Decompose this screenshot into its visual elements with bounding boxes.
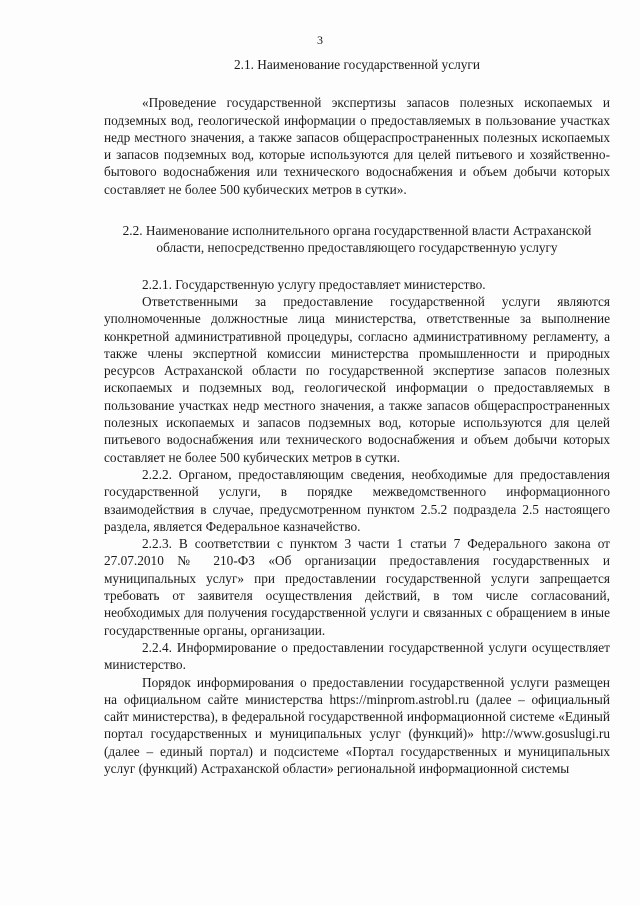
paragraph-2-2-2: 2.2.2. Органом, предоставляющим сведения, необходимые для предоставления государственной услуги, в порядке межведомственного информационного взаимодействия в случае, предусмотренном пунктом 2.5.2 подраздела 2.5 настоящего раздела, является Федеральное казначейство. [104,466,610,534]
section-2-2-title: 2.2. Наименование исполнительного органа государственной власти Астраханской области, непосредственно предоставляющего государственную услугу [122,223,592,256]
paragraph-2-2-3: 2.2.3. В соответствии с пунктом 3 части 1 статьи 7 Федерального закона от 27.07.2010 № 210-ФЗ «Об организации предоставления государственных и муниципальных услуг» при предоставлении государственной услуги запрещается требовать от заявителя осуществления действий, в том числе согласований, необходимых для получения государственной услуги и связанных с обращением в иные государственные органы, организации. [104,536,610,638]
paragraph-2-2-1: 2.2.1. Государственную услугу предоставляет министерство. [142,276,486,292]
paragraph-responsible-persons: Ответственными за предоставление государственной услуги являются уполномоченные должностные лица министерства, ответственные за выполнение конкретной административной процедуры, согласно административному регламенту, а также члены экспертной комиссии министерства промышленности и природных ресурсов Астраханской области по государственной экспертизе запасов полезных ископаемых и подземных вод, геологической информации о предоставляемых в пользование участках недр местного значения, а также запасов общераспространенных полезных ископаемых и запасов подземных вод, которые используются для целей питьевого водоснабжения или технического водоснабжения и объем добычи которых составляет не более 500 кубических метров в сутки. [104,293,610,465]
paragraph-2-2-4: 2.2.4. Информирование о предоставлении государственной услуги осуществляет министерство. [104,639,610,673]
document-body [104,56,610,777]
paragraph-informing-procedure: Порядок информирования о предоставлении государственной услуги размещен на официальном сайте министерства https://minprom.astrobl.ru (далее – официальный сайт министерства), в федеральной государственной информационной системе «Единый портал государственных и муниципальных услуг (функций)» http://www.gosuslugi.ru (далее – единый портал) и подсистеме «Портал государственных и муниципальных услуг (функций) Астраханской области» региональной информационной системы [104,674,610,776]
page-number: 3 [317,33,323,47]
section-2-1-title: 2.1. Наименование государственной услуги [234,57,480,72]
section-2-1-text: «Проведение государственной экспертизы запасов полезных ископаемых и подземных вод, геологической информации о предоставляемых в пользование участках недр местного значения, а также запасов общераспространенных полезных ископаемых и запасов подземных вод, которые используются для целей питьевого и хозяйственно-бытового водоснабжения или технического водоснабжения и объем добычи которых составляет не более 500 кубических метров в сутки». [104,95,610,197]
